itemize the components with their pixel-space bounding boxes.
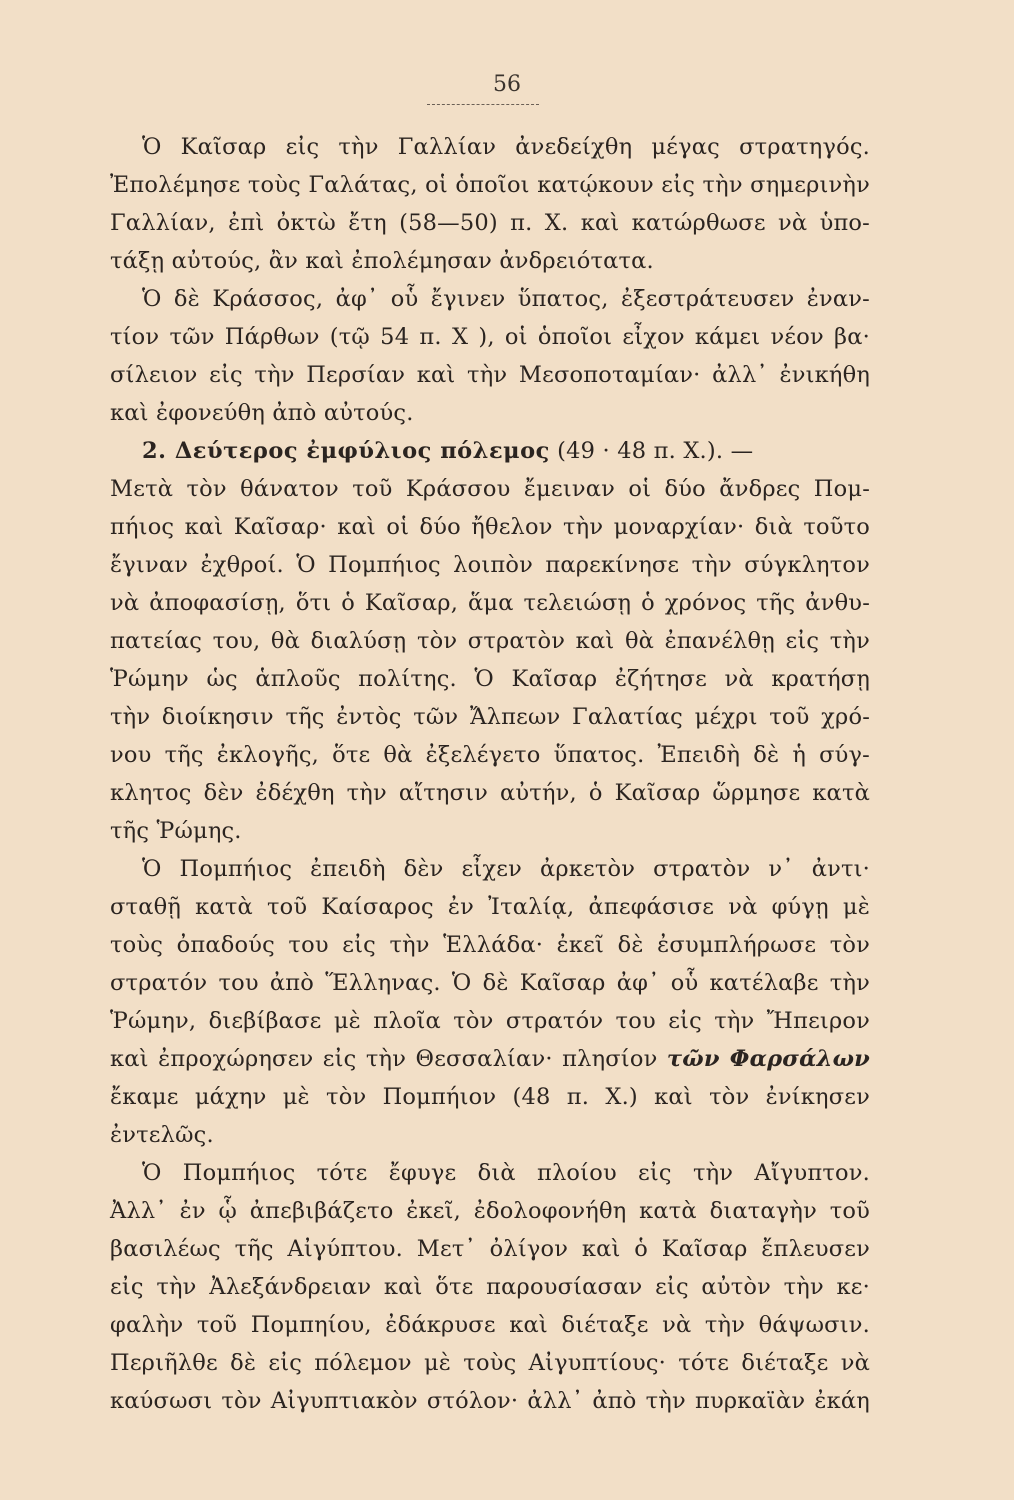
text-line: βασιλέως τῆς Αἰγύπτου. Μετ᾿ ὀλίγον καὶ ὁ Καῖσαρ ἔπλευσεν — [110, 1236, 870, 1262]
text-line: κλητος δὲν ἐδέχθη τὴν αἴτησιν αὐτήν, ὁ Καῖσαρ ὥρμησε κατὰ — [110, 780, 870, 806]
text-line: σίλειον εἰς τὴν Περσίαν καὶ τὴν Μεσοποταμίαν· ἀλλ᾿ ἐνικήθη — [110, 362, 870, 388]
text-line: ἐντελῶς. — [110, 1122, 214, 1148]
text-line: καύσωσι τὸν Αἰγυπτιακὸν στόλον· ἀλλ᾿ ἀπὸ τὴν πυρκαϊὰν ἐκάη — [110, 1388, 870, 1414]
text-line: Μετὰ τὸν θάνατον τοῦ Κράσσου ἔμειναν οἱ δύο ἄνδρες Πομ- — [110, 476, 870, 502]
text-line: τίον τῶν Πάρθων (τῷ 54 π. Χ ), οἱ ὁποῖοι εἶχον κάμει νέον βα· — [110, 324, 870, 350]
page-number: 56 — [493, 72, 521, 97]
text-line: Γαλλίαν, ἐπὶ ὀκτὼ ἔτη (58—50) π. Χ. καὶ κατώρθωσε νὰ ὑπο- — [110, 210, 870, 236]
text-line: ἔγιναν ἐχθροί. Ὁ Πομπήιος λοιπὸν παρεκίνησε τὴν σύγκλητον — [110, 552, 870, 578]
text-line: τοὺς ὀπαδούς του εἰς τὴν Ἑλλάδα· ἐκεῖ δὲ ἐσυμπλήρωσε τὸν — [110, 932, 870, 958]
section-heading-line — [110, 432, 870, 470]
text-line: Περιῆλθε δὲ εἰς πόλεμον μὲ τοὺς Αἰγυπτίους· τότε διέταξε νὰ — [110, 1350, 870, 1376]
text-line: Ῥώμην, διεβίβασε μὲ πλοῖα τὸν στρατόν του εἰς τὴν Ἤπειρον — [110, 1008, 870, 1034]
text-line: τάξῃ αὐτούς, ἂν καὶ ἐπολέμησαν ἀνδρειότατα. — [110, 248, 654, 274]
text-line: πατείας του, θὰ διαλύσῃ τὸν στρατὸν καὶ θὰ ἐπανέλθῃ εἰς τὴν — [110, 628, 870, 654]
section-heading: 2. Δεύτερος ἐμφύλιος πόλεμος — [142, 438, 550, 464]
text-line-with-place — [110, 1040, 870, 1078]
text-line: Ἐπολέμησε τοὺς Γαλάτας, οἱ ὁποῖοι κατῴκουν εἰς τὴν σημερινὴν — [110, 172, 870, 198]
text-line: τὴν διοίκησιν τῆς ἐντὸς τῶν Ἄλπεων Γαλατίας μέχρι τοῦ χρό- — [110, 704, 870, 730]
text-line: Ὁ Καῖσαρ εἰς τὴν Γαλλίαν ἀνεδείχθη μέγας στρατηγός. — [142, 134, 870, 160]
text-line: Ῥώμην ὡς ἁπλοῦς πολίτης. Ὁ Καῖσαρ ἐζήτησε νὰ κρατήσῃ — [110, 666, 870, 692]
text-line: ἔκαμε μάχην μὲ τὸν Πομπήιον (48 π. Χ.) καὶ τὸν ἐνίκησεν — [110, 1084, 870, 1110]
text-line: νὰ ἀποφασίσῃ, ὅτι ὁ Καῖσαρ, ἅμα τελειώσῃ ὁ χρόνος τῆς ἀνθυ- — [110, 590, 870, 616]
text-line: καὶ ἐφονεύθη ἀπὸ αὐτούς. — [110, 400, 414, 426]
text-line: στρατόν του ἀπὸ Ἕλληνας. Ὁ δὲ Καῖσαρ ἀφ᾿ οὗ κατέλαβε τὴν — [110, 970, 870, 996]
text-line: Ὁ δὲ Κράσσος, ἀφ᾿ οὗ ἔγινεν ὕπατος, ἐξεστράτευσεν ἐναν- — [142, 286, 870, 312]
text-line: Ἀλλ᾿ ἐν ᾧ ἀπεβιβάζετο ἐκεῖ, ἐδολοφονήθη κατὰ διαταγὴν τοῦ — [110, 1198, 870, 1224]
text-line: σταθῇ κατὰ τοῦ Καίσαρος ἐν Ἰταλίᾳ, ἀπεφάσισε νὰ φύγῃ μὲ — [110, 894, 870, 920]
text-body — [110, 128, 870, 1420]
text-line: φαλὴν τοῦ Πομπηίου, ἐδάκρυσε καὶ διέταξε νὰ τὴν θάψωσιν. — [110, 1312, 870, 1338]
text-line: νου τῆς ἐκλογῆς, ὅτε θὰ ἐξελέγετο ὕπατος. Ἐπειδὴ δὲ ἡ σύγ- — [110, 742, 870, 768]
text-line: Ὁ Πομπήιος ἐπειδὴ δὲν εἶχεν ἀρκετὸν στρατὸν ν᾿ ἀντι· — [142, 856, 870, 882]
text-line: τῆς Ῥώμης. — [110, 818, 242, 844]
header-rule — [427, 104, 539, 105]
section-heading-dates: (49 · 48 π. Χ.). — — [549, 438, 754, 464]
text-line: εἰς τὴν Ἀλεξάνδρειαν καὶ ὅτε παρουσίασαν εἰς αὐτὸν τὴν κε· — [110, 1274, 870, 1300]
text-line: πήιος καὶ Καῖσαρ· καὶ οἱ δύο ἤθελον τὴν μοναρχίαν· διὰ τοῦτο — [110, 514, 870, 540]
text-segment: καὶ ἐπροχώρησεν εἰς τὴν Θεσσαλίαν· πλησίον — [110, 1046, 667, 1072]
text-line: Ὁ Πομπήιος τότε ἔφυγε διὰ πλοίου εἰς τὴν Αἴγυπτον. — [142, 1160, 870, 1186]
place-name: τῶν Φαρσάλων — [666, 1046, 870, 1072]
